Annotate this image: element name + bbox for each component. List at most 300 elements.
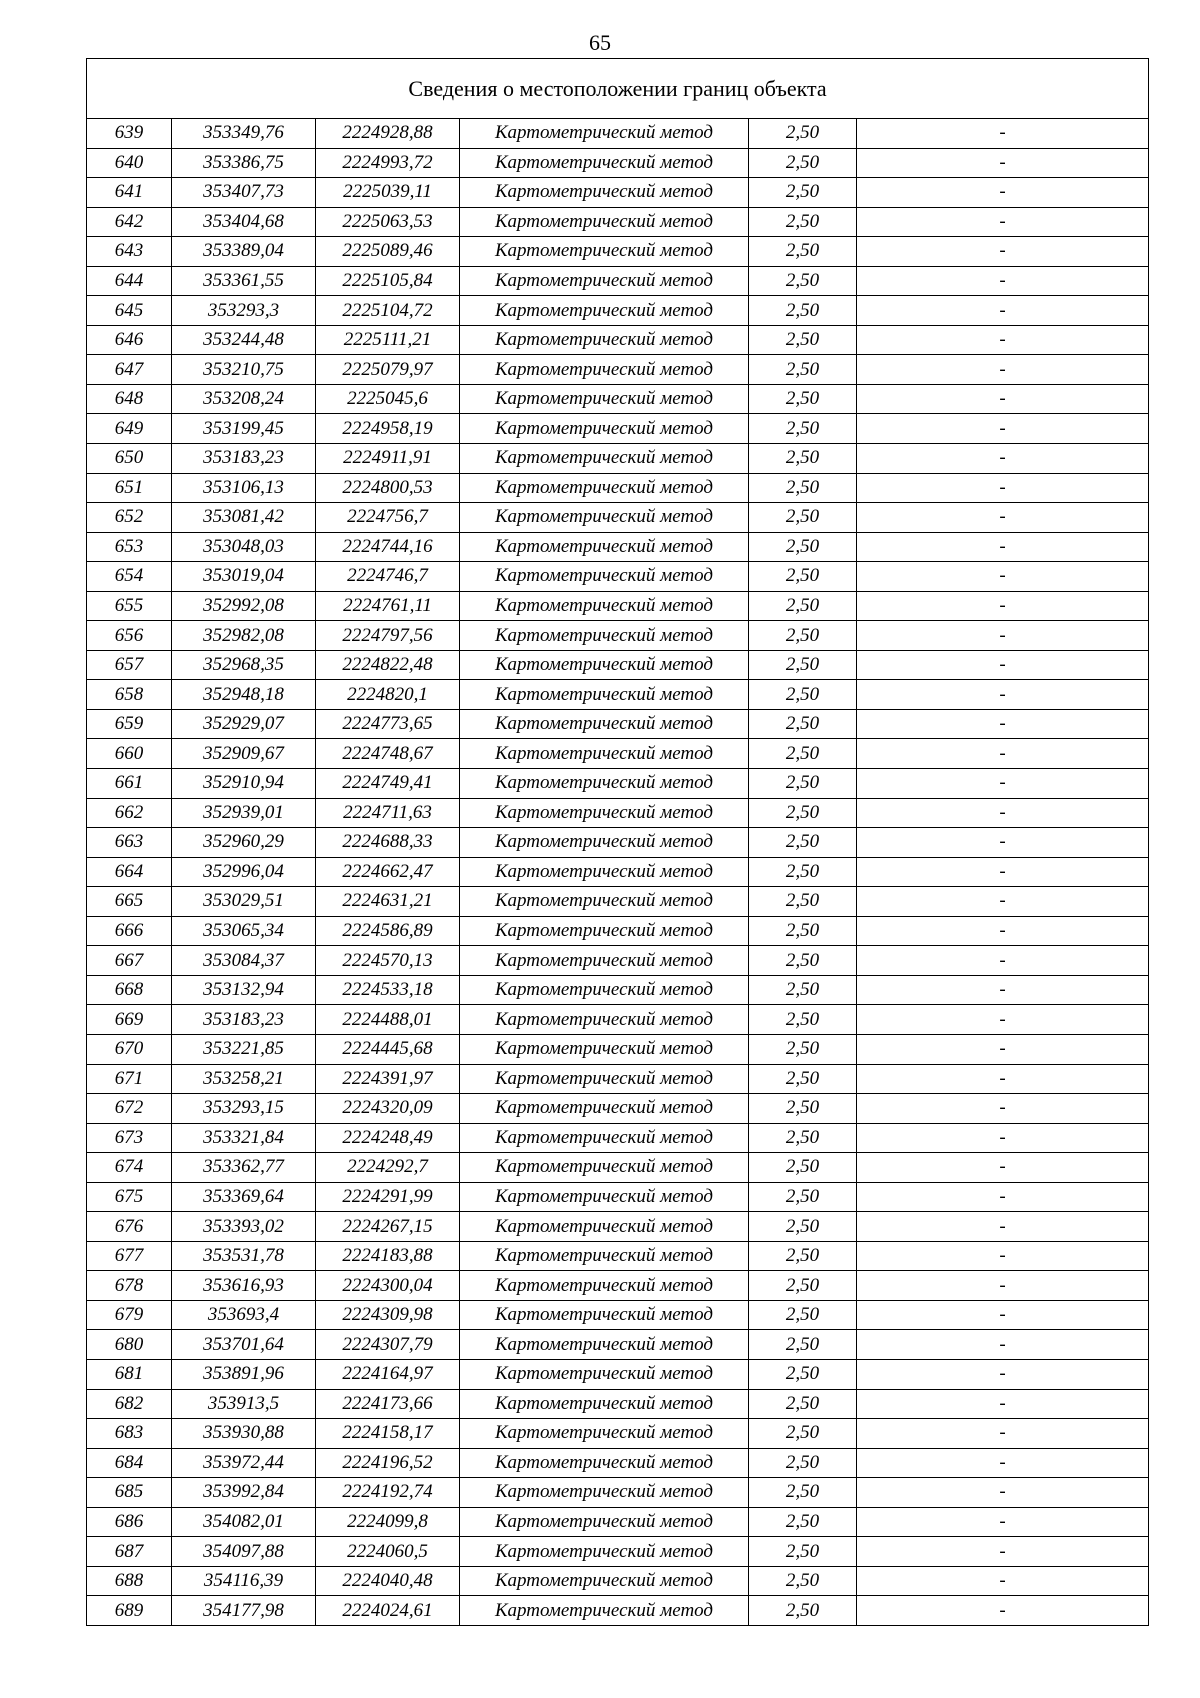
accuracy-cell: 2,50 [749,325,857,355]
point-number-cell: 665 [87,887,172,917]
accuracy-cell: 2,50 [749,798,857,828]
method-cell: Картометрический метод [460,562,749,592]
description-cell: - [857,148,1149,178]
table-row [87,562,1149,592]
point-number-cell: 647 [87,355,172,385]
description-cell: - [857,1419,1149,1449]
method-cell: Картометрический метод [460,798,749,828]
method-cell: Картометрический метод [460,1300,749,1330]
point-number-cell: 657 [87,650,172,680]
accuracy-cell: 2,50 [749,237,857,267]
x-coordinate-cell: 353081,42 [172,503,316,533]
x-coordinate-cell: 352992,08 [172,591,316,621]
method-cell: Картометрический метод [460,1064,749,1094]
method-cell: Картометрический метод [460,355,749,385]
description-cell: - [857,650,1149,680]
method-cell: Картометрический метод [460,769,749,799]
point-number-cell: 668 [87,975,172,1005]
method-cell: Картометрический метод [460,178,749,208]
y-coordinate-cell: 2224164,97 [316,1359,460,1389]
accuracy-cell: 2,50 [749,444,857,474]
table-row [87,1507,1149,1537]
y-coordinate-cell: 2224748,67 [316,739,460,769]
y-coordinate-cell: 2224631,21 [316,887,460,917]
description-cell: - [857,709,1149,739]
x-coordinate-cell: 353258,21 [172,1064,316,1094]
description-cell: - [857,414,1149,444]
y-coordinate-cell: 2224744,16 [316,532,460,562]
description-cell: - [857,680,1149,710]
method-cell: Картометрический метод [460,414,749,444]
y-coordinate-cell: 2224300,04 [316,1271,460,1301]
table-row [87,444,1149,474]
table-row [87,355,1149,385]
table-row [87,148,1149,178]
table-row [87,266,1149,296]
x-coordinate-cell: 353208,24 [172,384,316,414]
accuracy-cell: 2,50 [749,916,857,946]
method-cell: Картометрический метод [460,709,749,739]
y-coordinate-cell: 2225104,72 [316,296,460,326]
y-coordinate-cell: 2224822,48 [316,650,460,680]
y-coordinate-cell: 2224586,89 [316,916,460,946]
table-row [87,1389,1149,1419]
method-cell: Картометрический метод [460,887,749,917]
point-number-cell: 640 [87,148,172,178]
x-coordinate-cell: 353183,23 [172,1005,316,1035]
method-cell: Картометрический метод [460,828,749,858]
accuracy-cell: 2,50 [749,828,857,858]
accuracy-cell: 2,50 [749,1419,857,1449]
table-body [87,119,1149,1626]
y-coordinate-cell: 2224196,52 [316,1448,460,1478]
point-number-cell: 664 [87,857,172,887]
y-coordinate-cell: 2224307,79 [316,1330,460,1360]
x-coordinate-cell: 353407,73 [172,178,316,208]
accuracy-cell: 2,50 [749,591,857,621]
y-coordinate-cell: 2224756,7 [316,503,460,533]
accuracy-cell: 2,50 [749,857,857,887]
x-coordinate-cell: 353693,4 [172,1300,316,1330]
method-cell: Картометрический метод [460,591,749,621]
table-row [87,1212,1149,1242]
description-cell: - [857,1123,1149,1153]
method-cell: Картометрический метод [460,1271,749,1301]
y-coordinate-cell: 2224267,15 [316,1212,460,1242]
point-number-cell: 681 [87,1359,172,1389]
method-cell: Картометрический метод [460,325,749,355]
accuracy-cell: 2,50 [749,148,857,178]
point-number-cell: 662 [87,798,172,828]
description-cell: - [857,1034,1149,1064]
y-coordinate-cell: 2224993,72 [316,148,460,178]
x-coordinate-cell: 353065,34 [172,916,316,946]
x-coordinate-cell: 353321,84 [172,1123,316,1153]
y-coordinate-cell: 2224040,48 [316,1566,460,1596]
accuracy-cell: 2,50 [749,1478,857,1508]
description-cell: - [857,1537,1149,1567]
accuracy-cell: 2,50 [749,119,857,149]
y-coordinate-cell: 2224797,56 [316,621,460,651]
x-coordinate-cell: 353084,37 [172,946,316,976]
accuracy-cell: 2,50 [749,975,857,1005]
x-coordinate-cell: 352909,67 [172,739,316,769]
table-row [87,1537,1149,1567]
table-row [87,1330,1149,1360]
x-coordinate-cell: 353183,23 [172,444,316,474]
point-number-cell: 654 [87,562,172,592]
method-cell: Картометрический метод [460,503,749,533]
accuracy-cell: 2,50 [749,1034,857,1064]
point-number-cell: 666 [87,916,172,946]
x-coordinate-cell: 353369,64 [172,1182,316,1212]
accuracy-cell: 2,50 [749,1566,857,1596]
accuracy-cell: 2,50 [749,946,857,976]
table-row [87,532,1149,562]
accuracy-cell: 2,50 [749,266,857,296]
description-cell: - [857,1064,1149,1094]
table-row [87,1300,1149,1330]
y-coordinate-cell: 2224911,91 [316,444,460,474]
table-title-row [87,59,1149,119]
point-number-cell: 677 [87,1241,172,1271]
x-coordinate-cell: 352960,29 [172,828,316,858]
point-number-cell: 675 [87,1182,172,1212]
y-coordinate-cell: 2225079,97 [316,355,460,385]
boundary-coordinates-table [86,58,1149,1626]
description-cell: - [857,1005,1149,1035]
point-number-cell: 682 [87,1389,172,1419]
point-number-cell: 689 [87,1596,172,1626]
table-row [87,1005,1149,1035]
description-cell: - [857,355,1149,385]
method-cell: Картометрический метод [460,1241,749,1271]
y-coordinate-cell: 2224291,99 [316,1182,460,1212]
accuracy-cell: 2,50 [749,1005,857,1035]
point-number-cell: 679 [87,1300,172,1330]
table-row [87,503,1149,533]
description-cell: - [857,769,1149,799]
description-cell: - [857,1596,1149,1626]
point-number-cell: 645 [87,296,172,326]
accuracy-cell: 2,50 [749,1153,857,1183]
accuracy-cell: 2,50 [749,178,857,208]
point-number-cell: 661 [87,769,172,799]
table-row [87,1241,1149,1271]
point-number-cell: 683 [87,1419,172,1449]
description-cell: - [857,1448,1149,1478]
table-row [87,1064,1149,1094]
point-number-cell: 652 [87,503,172,533]
method-cell: Картометрический метод [460,119,749,149]
description-cell: - [857,207,1149,237]
point-number-cell: 656 [87,621,172,651]
x-coordinate-cell: 353132,94 [172,975,316,1005]
table-row [87,739,1149,769]
description-cell: - [857,503,1149,533]
accuracy-cell: 2,50 [749,739,857,769]
page-number: 65 [589,30,611,55]
accuracy-cell: 2,50 [749,1448,857,1478]
accuracy-cell: 2,50 [749,503,857,533]
y-coordinate-cell: 2225063,53 [316,207,460,237]
y-coordinate-cell: 2224024,61 [316,1596,460,1626]
description-cell: - [857,621,1149,651]
description-cell: - [857,739,1149,769]
method-cell: Картометрический метод [460,296,749,326]
description-cell: - [857,119,1149,149]
x-coordinate-cell: 353616,93 [172,1271,316,1301]
table-row [87,296,1149,326]
table-row [87,414,1149,444]
accuracy-cell: 2,50 [749,887,857,917]
description-cell: - [857,1094,1149,1124]
point-number-cell: 669 [87,1005,172,1035]
x-coordinate-cell: 353913,5 [172,1389,316,1419]
method-cell: Картометрический метод [460,444,749,474]
point-number-cell: 678 [87,1271,172,1301]
x-coordinate-cell: 353244,48 [172,325,316,355]
description-cell: - [857,1507,1149,1537]
method-cell: Картометрический метод [460,1389,749,1419]
x-coordinate-cell: 353389,04 [172,237,316,267]
y-coordinate-cell: 2224173,66 [316,1389,460,1419]
point-number-cell: 667 [87,946,172,976]
description-cell: - [857,1271,1149,1301]
point-number-cell: 688 [87,1566,172,1596]
accuracy-cell: 2,50 [749,1300,857,1330]
method-cell: Картометрический метод [460,1596,749,1626]
description-cell: - [857,946,1149,976]
y-coordinate-cell: 2224248,49 [316,1123,460,1153]
description-cell: - [857,798,1149,828]
accuracy-cell: 2,50 [749,355,857,385]
method-cell: Картометрический метод [460,237,749,267]
x-coordinate-cell: 352948,18 [172,680,316,710]
table-row [87,887,1149,917]
method-cell: Картометрический метод [460,1419,749,1449]
x-coordinate-cell: 353361,55 [172,266,316,296]
y-coordinate-cell: 2224570,13 [316,946,460,976]
accuracy-cell: 2,50 [749,1182,857,1212]
x-coordinate-cell: 352939,01 [172,798,316,828]
point-number-cell: 639 [87,119,172,149]
table-row [87,1094,1149,1124]
point-number-cell: 643 [87,237,172,267]
y-coordinate-cell: 2224928,88 [316,119,460,149]
point-number-cell: 672 [87,1094,172,1124]
x-coordinate-cell: 353972,44 [172,1448,316,1478]
point-number-cell: 651 [87,473,172,503]
description-cell: - [857,1566,1149,1596]
method-cell: Картометрический метод [460,739,749,769]
accuracy-cell: 2,50 [749,1094,857,1124]
point-number-cell: 686 [87,1507,172,1537]
point-number-cell: 658 [87,680,172,710]
y-coordinate-cell: 2224445,68 [316,1034,460,1064]
point-number-cell: 680 [87,1330,172,1360]
x-coordinate-cell: 353404,68 [172,207,316,237]
x-coordinate-cell: 353531,78 [172,1241,316,1271]
table-row [87,1596,1149,1626]
accuracy-cell: 2,50 [749,562,857,592]
method-cell: Картометрический метод [460,1034,749,1064]
y-coordinate-cell: 2224099,8 [316,1507,460,1537]
x-coordinate-cell: 353891,96 [172,1359,316,1389]
table-row [87,384,1149,414]
table-row [87,1182,1149,1212]
point-number-cell: 673 [87,1123,172,1153]
description-cell: - [857,473,1149,503]
x-coordinate-cell: 352982,08 [172,621,316,651]
table-row [87,916,1149,946]
method-cell: Картометрический метод [460,1478,749,1508]
point-number-cell: 653 [87,532,172,562]
y-coordinate-cell: 2224060,5 [316,1537,460,1567]
x-coordinate-cell: 353701,64 [172,1330,316,1360]
method-cell: Картометрический метод [460,266,749,296]
accuracy-cell: 2,50 [749,1271,857,1301]
x-coordinate-cell: 353349,76 [172,119,316,149]
table-row [87,798,1149,828]
table-row [87,1153,1149,1183]
y-coordinate-cell: 2224183,88 [316,1241,460,1271]
x-coordinate-cell: 353019,04 [172,562,316,592]
description-cell: - [857,266,1149,296]
y-coordinate-cell: 2224749,41 [316,769,460,799]
method-cell: Картометрический метод [460,532,749,562]
point-number-cell: 655 [87,591,172,621]
point-number-cell: 670 [87,1034,172,1064]
x-coordinate-cell: 353199,45 [172,414,316,444]
table-row [87,769,1149,799]
accuracy-cell: 2,50 [749,650,857,680]
description-cell: - [857,1212,1149,1242]
description-cell: - [857,237,1149,267]
accuracy-cell: 2,50 [749,1241,857,1271]
method-cell: Картометрический метод [460,384,749,414]
table-row [87,709,1149,739]
accuracy-cell: 2,50 [749,1537,857,1567]
method-cell: Картометрический метод [460,148,749,178]
y-coordinate-cell: 2224391,97 [316,1064,460,1094]
method-cell: Картометрический метод [460,1212,749,1242]
y-coordinate-cell: 2224309,98 [316,1300,460,1330]
accuracy-cell: 2,50 [749,769,857,799]
point-number-cell: 649 [87,414,172,444]
y-coordinate-cell: 2224320,09 [316,1094,460,1124]
x-coordinate-cell: 354177,98 [172,1596,316,1626]
table-row [87,975,1149,1005]
table-row [87,621,1149,651]
point-number-cell: 644 [87,266,172,296]
y-coordinate-cell: 2224800,53 [316,473,460,503]
description-cell: - [857,975,1149,1005]
table-row [87,591,1149,621]
table-row [87,680,1149,710]
x-coordinate-cell: 353362,77 [172,1153,316,1183]
description-cell: - [857,562,1149,592]
x-coordinate-cell: 353930,88 [172,1419,316,1449]
point-number-cell: 641 [87,178,172,208]
description-cell: - [857,1153,1149,1183]
table-row [87,1478,1149,1508]
y-coordinate-cell: 2224192,74 [316,1478,460,1508]
x-coordinate-cell: 354082,01 [172,1507,316,1537]
x-coordinate-cell: 352968,35 [172,650,316,680]
accuracy-cell: 2,50 [749,207,857,237]
description-cell: - [857,532,1149,562]
table-row [87,1123,1149,1153]
accuracy-cell: 2,50 [749,1596,857,1626]
point-number-cell: 671 [87,1064,172,1094]
point-number-cell: 676 [87,1212,172,1242]
y-coordinate-cell: 2224820,1 [316,680,460,710]
accuracy-cell: 2,50 [749,1359,857,1389]
method-cell: Картометрический метод [460,946,749,976]
description-cell: - [857,1478,1149,1508]
description-cell: - [857,384,1149,414]
point-number-cell: 685 [87,1478,172,1508]
description-cell: - [857,1182,1149,1212]
x-coordinate-cell: 353293,3 [172,296,316,326]
table-row [87,473,1149,503]
description-cell: - [857,296,1149,326]
description-cell: - [857,887,1149,917]
x-coordinate-cell: 354116,39 [172,1566,316,1596]
x-coordinate-cell: 353386,75 [172,148,316,178]
y-coordinate-cell: 2225089,46 [316,237,460,267]
method-cell: Картометрический метод [460,1094,749,1124]
description-cell: - [857,828,1149,858]
table-row [87,1034,1149,1064]
x-coordinate-cell: 353393,02 [172,1212,316,1242]
description-cell: - [857,1389,1149,1419]
method-cell: Картометрический метод [460,1153,749,1183]
accuracy-cell: 2,50 [749,621,857,651]
description-cell: - [857,325,1149,355]
x-coordinate-cell: 353293,15 [172,1094,316,1124]
description-cell: - [857,916,1149,946]
y-coordinate-cell: 2224761,11 [316,591,460,621]
x-coordinate-cell: 352996,04 [172,857,316,887]
description-cell: - [857,591,1149,621]
y-coordinate-cell: 2225111,21 [316,325,460,355]
description-cell: - [857,1241,1149,1271]
x-coordinate-cell: 353106,13 [172,473,316,503]
y-coordinate-cell: 2224688,33 [316,828,460,858]
method-cell: Картометрический метод [460,857,749,887]
accuracy-cell: 2,50 [749,473,857,503]
method-cell: Картометрический метод [460,1359,749,1389]
description-cell: - [857,1330,1149,1360]
x-coordinate-cell: 353048,03 [172,532,316,562]
accuracy-cell: 2,50 [749,1389,857,1419]
point-number-cell: 642 [87,207,172,237]
x-coordinate-cell: 352929,07 [172,709,316,739]
table-row [87,1271,1149,1301]
description-cell: - [857,178,1149,208]
method-cell: Картометрический метод [460,1566,749,1596]
y-coordinate-cell: 2224773,65 [316,709,460,739]
description-cell: - [857,444,1149,474]
point-number-cell: 650 [87,444,172,474]
description-cell: - [857,1300,1149,1330]
table-row [87,1359,1149,1389]
y-coordinate-cell: 2224746,7 [316,562,460,592]
table-row [87,857,1149,887]
y-coordinate-cell: 2224292,7 [316,1153,460,1183]
